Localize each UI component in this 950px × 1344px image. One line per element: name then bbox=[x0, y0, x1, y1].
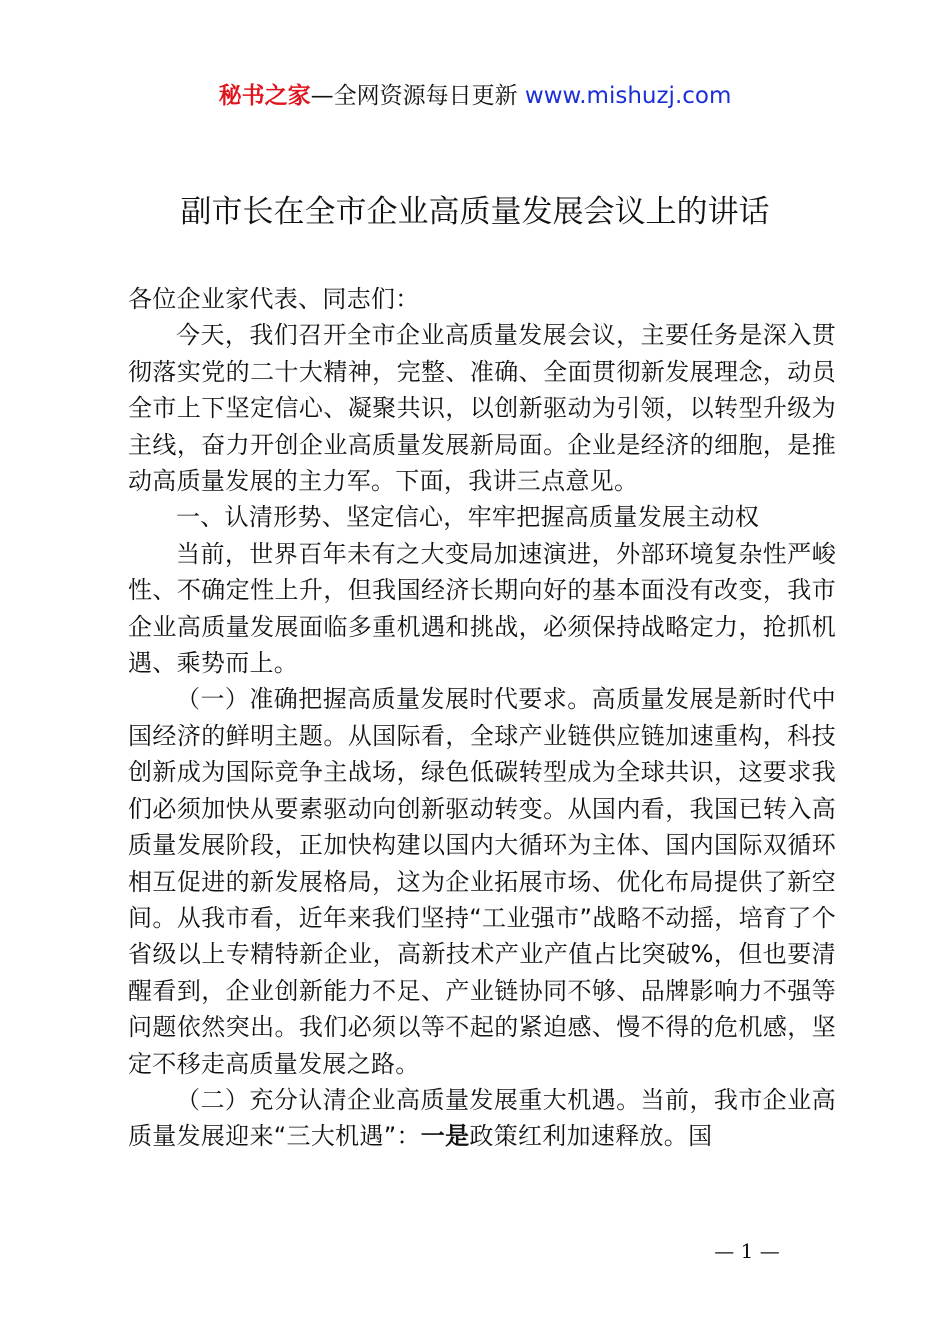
site-brand: 秘书之家 bbox=[218, 83, 311, 109]
page-number: — 1 — bbox=[714, 1239, 780, 1263]
site-header bbox=[0, 80, 950, 112]
paragraph-situation: 当前，世界百年未有之大变局加速演进，外部环境复杂性严峻性、不确定性上升，但我国经济长期向好的基本面没有改变，我市企业高质量发展面临多重机遇和挑战，必须保持战略定力，抢抓机遇、乘势而上。 bbox=[128, 539, 836, 678]
paragraph-opportunities-start: （二）充分认清企业高质量发展重大机遇。当前，我市企业高质量发展迎来“三大机遇”： bbox=[128, 1085, 836, 1151]
paragraph-opportunities bbox=[128, 1082, 836, 1155]
site-url-link[interactable]: www.mishuzj.com bbox=[524, 83, 732, 109]
paragraph-opportunities-bold: 一是 bbox=[420, 1122, 470, 1151]
paragraph-intro: 今天，我们召开全市企业高质量发展会议，主要任务是深入贯彻落实党的二十大精神，完整、准确、全面贯彻新发展理念，动员全市上下坚定信心、凝聚共识，以创新驱动为引领，以转型升级为主线，奋力开创企业高质量发展新局面。企业是经济的细胞，是推动高质量发展的主力军。下面，我讲三点意见。 bbox=[128, 321, 836, 496]
section-heading-1: 一、认清形势、坚定信心，牢牢把握高质量发展主动权 bbox=[176, 503, 760, 532]
paragraph-opportunities-end: 政策红利加速释放。国 bbox=[469, 1122, 713, 1151]
paragraph-requirements: （一）准确把握高质量发展时代要求。高质量发展是新时代中国经济的鲜明主题。从国际看，全球产业链供应链加速重构，科技创新成为国际竞争主战场，绿色低碳转型成为全球共识，这要求我们必须加快从要素驱动向创新驱动转变。从国内看，我国已转入高质量发展阶段，正加快构建以国内大循环为主体、国内国际双循环相互促进的新发展格局，这为企业拓展市场、优化布局提供了新空间。从我市看，近年来我们坚持“工业强市”战略不动摇，培育了个省级以上专精特新企业，高新技术产业产值占比突破%，但也要清醒看到，企业创新能力不足、产业链协同不够、品牌影响力不强等问题依然突出。我们必须以等不起的紧迫感、慢不得的危机感，坚定不移走高质量发展之路。 bbox=[128, 685, 836, 1078]
salutation: 各位企业家代表、同志们： bbox=[128, 285, 420, 313]
document-body bbox=[128, 281, 836, 1155]
site-tagline: —全网资源每日更新 bbox=[310, 83, 518, 109]
document-title: 副市长在全市企业高质量发展会议上的讲话 bbox=[180, 194, 770, 230]
